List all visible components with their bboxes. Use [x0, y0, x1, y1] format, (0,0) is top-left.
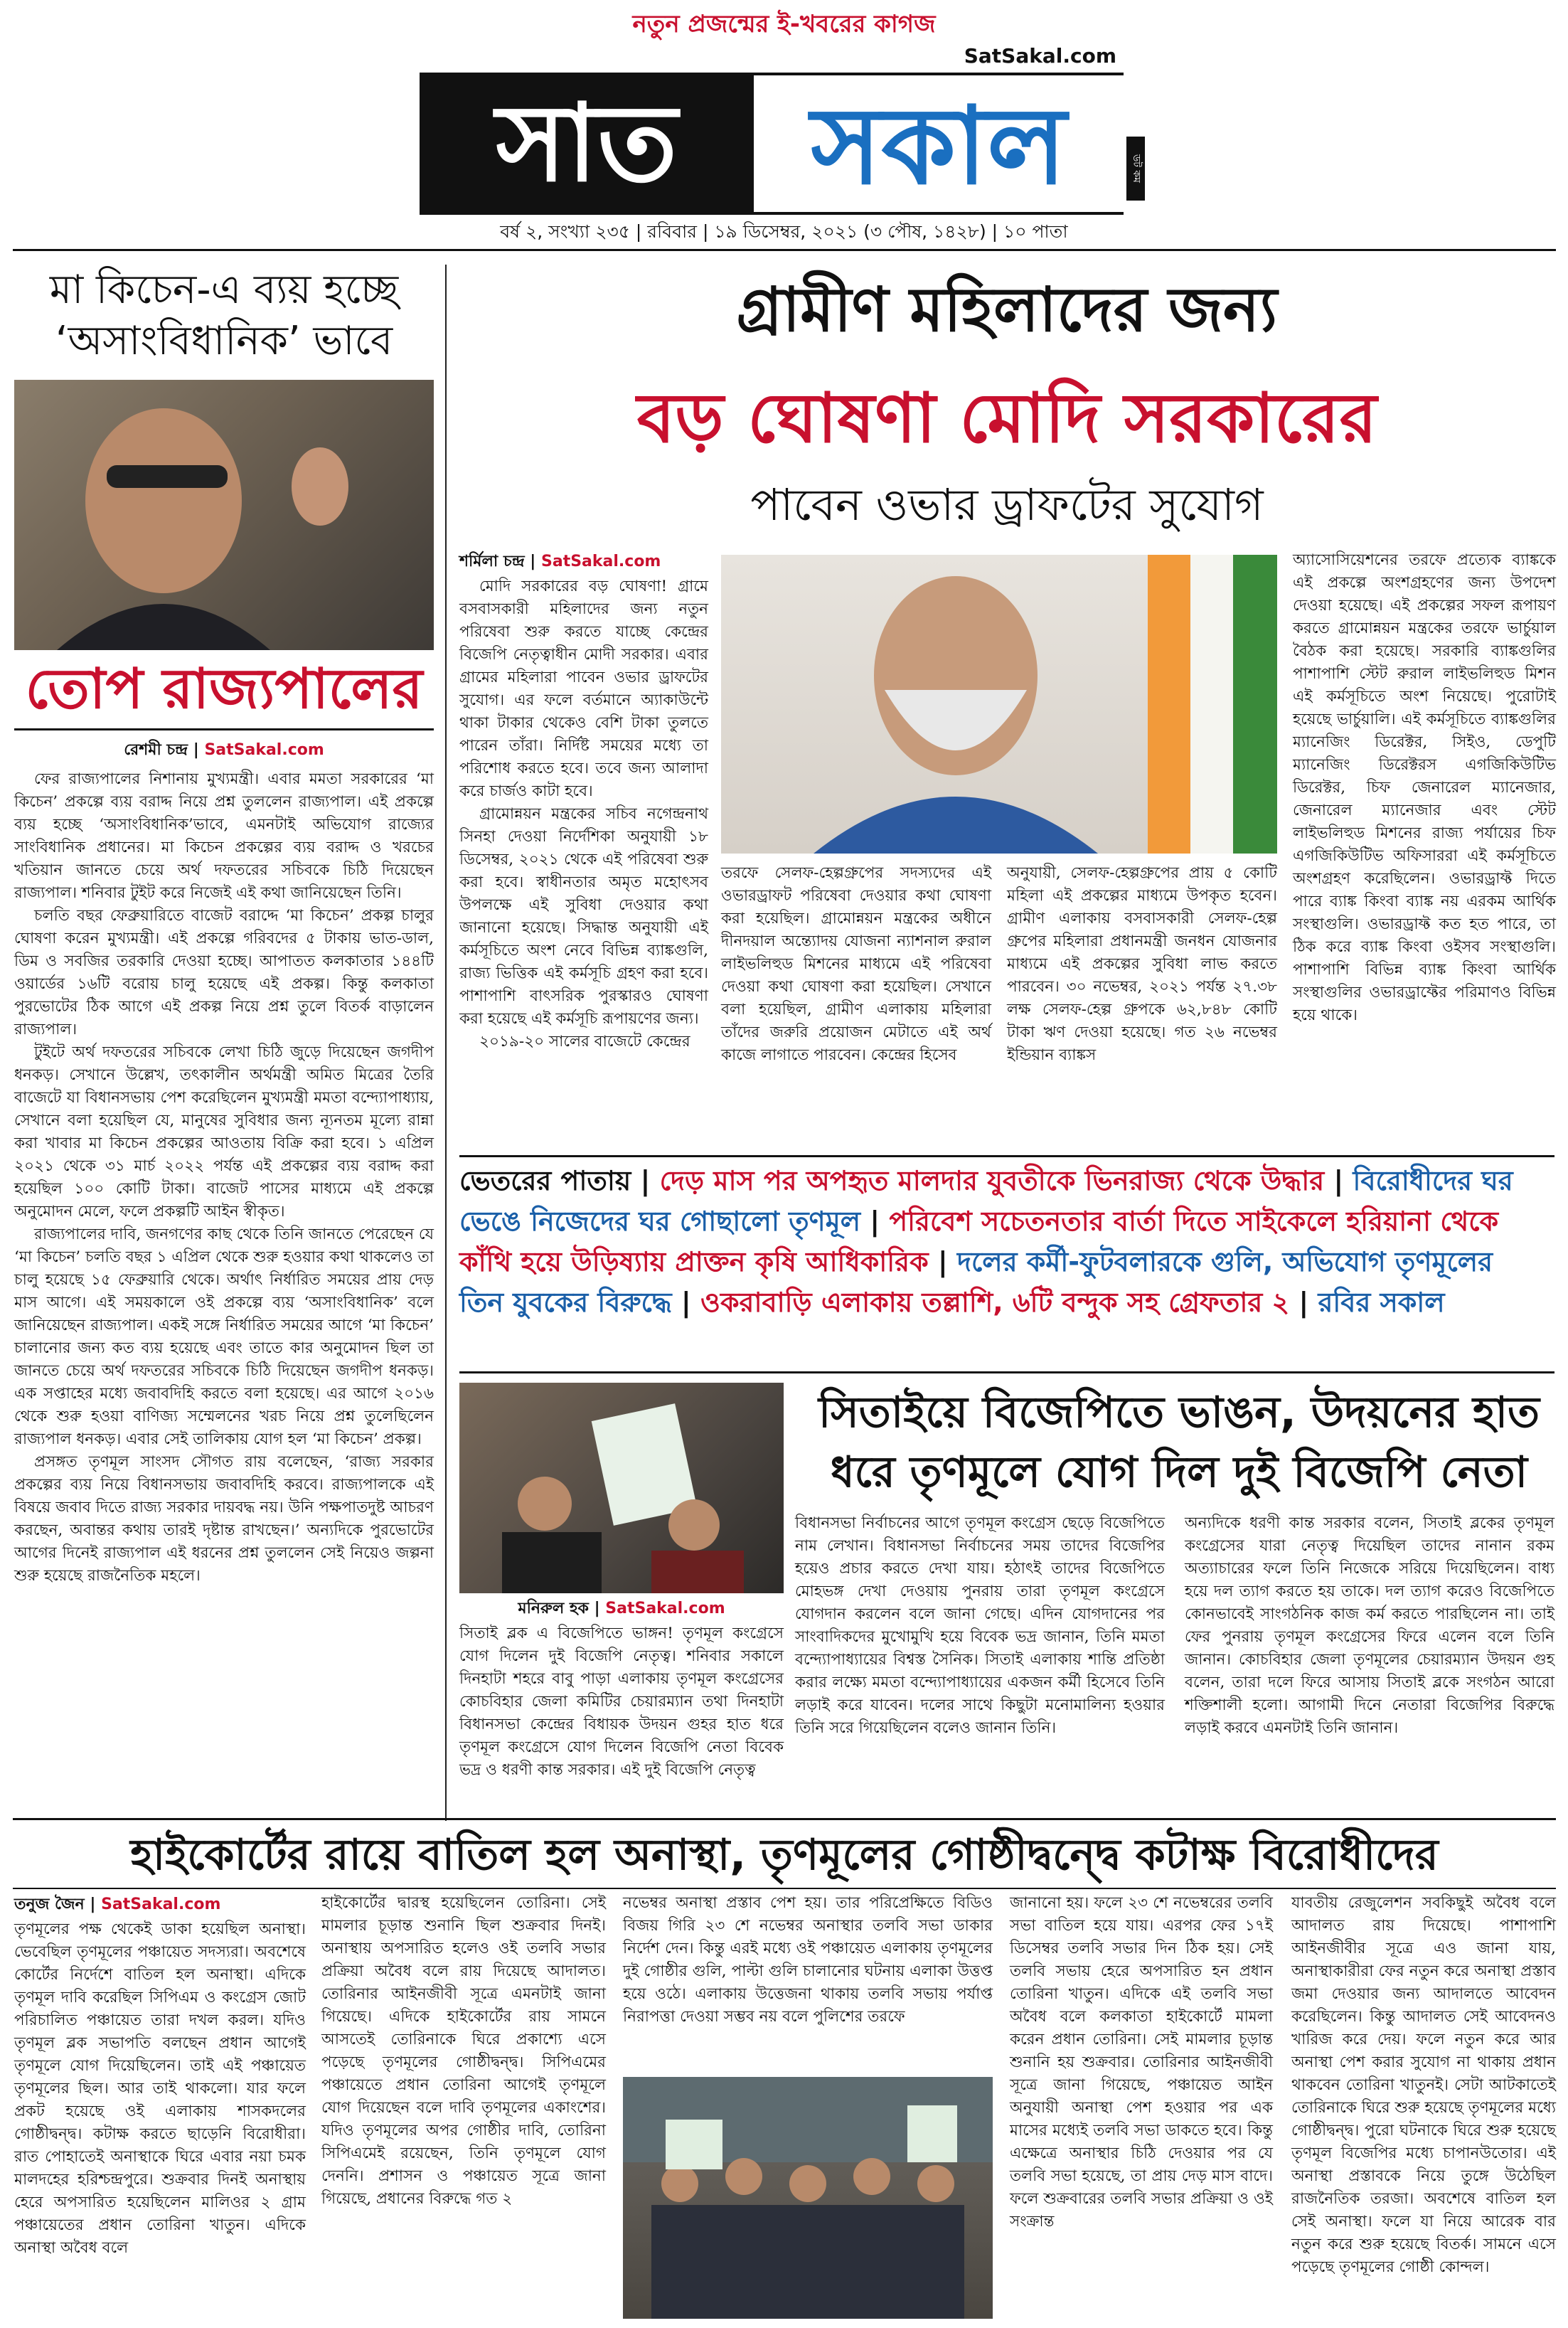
lead-headline-2: বড় ঘোষণা মোদি সরকারের	[636, 378, 1377, 458]
sitai-col2-body: বিধানসভা নির্বাচনের আগে তৃণমূল কংগ্রেস ছেড়ে বিজেপিতে নাম লেখান। বিধানসভা নির্বাচনের সময় তাদের বিজেপির হয়েও প্রচার করতে দেখা যায়। হঠাৎই তাদের বিজেপিতে মোহভঙ্গ দেখা দেওয়ায় পুনরায় তারা তৃণমূল কংগ্রেসে যোগদান করলেন বলে জানা গেছে। এদিন যোগদানের পর সাংবাদিকদের মুখোমুখি হয়ে বিবেক ভদ্র জানান, তিনি মমতা বন্দ্যোপাধ্যায়ের বিশ্বস্ত সৈনিক। সিতাই এলাকায় শান্তি প্রতিষ্ঠা করার লক্ষ্যে মমতা বন্দ্যোপাধ্যায়ের একজন কর্মী হিসেবে তিনি লড়াই করে যাবেন। দলের সাথে কিছুটা মনোমালিন্য হওয়ার তিনি সরে গিয়েছিলেন বলেও জানান তিনি।	[795, 1514, 1165, 1737]
sitai-col3-body: অন্যদিকে ধরণী কান্ত সরকার বলেন, সিতাই ব্লকের তৃণমূল কংগ্রেসের যারা নেতৃত্ব দিয়েছিল তাদের নানান রকম অত্যাচারের ফলে তিনি নিজেকে সরিয়ে দিয়েছিলেন। বাধ্য হয়ে দল ত্যাগ করতে হয় তাকে। দল ত্যাগ করেও বিজেপিতে কোনভাবেই সাংগঠনিক কাজ কর্ম করতে পারছিলেন না। তাই ফের পুনরায় তৃণমূল কংগ্রেসের ফিরে এলেন বলে তিনি জানান। কোচবিহার জেলা তৃণমূলের চেয়ারম্যান উদয়ন গুহ বলেন, তারা দলে ফিরে আসায় সিতাই ব্লকে সংগঠন আরো শক্তিশালী হলো। আগামী দিনে নেতারা বিজেপির বিরুদ্ধে লড়াই করবে এমনটাই তিনি জানান।	[1185, 1514, 1554, 1737]
sitai-byline: মনিরুল হক | SatSakal.com	[518, 1600, 725, 1617]
bottom-headline-rule	[13, 1888, 1556, 1889]
tmc-flag-icon	[459, 1383, 784, 1593]
lead-col1-body	[459, 575, 708, 1053]
inside-link[interactable]: রবির সকাল	[1318, 1287, 1445, 1318]
inside-link[interactable]: বিরোধীদের ঘর ভেঙে নিজেদের ঘর গোছালো তৃণমূল	[459, 1165, 1513, 1237]
lead-col3-body: অনুযায়ী, সেলফ-হেল্পগ্রুপের প্রায় ৫ কোটি মহিলা এই প্রকল্পের মাধ্যমে উপকৃত হবেন। গ্রামীণ এলাকায় বসবাসকারী সেলফ-হেল্প গ্রুপের মহিলারা প্রধানমন্ত্রী জনধন যোজনার মাধ্যমে এই প্রকল্পের সুবিধা লাভ করতে পারবেন। ৩০ নভেম্বর, ২০২১ পর্যন্ত ২৭.৩৮ লক্ষ সেলফ-হেল্প গ্রুপকে ৬২,৮৪৮ কোটি টাকা ঋণ দেওয়া হয়েছে। গত ২৬ নভেম্বর ইন্ডিয়ান ব্যাঙ্কস	[1007, 864, 1277, 1064]
left-paragraph: টুইটে অর্থ দফতরের সচিবকে লেখা চিঠি জুড়ে দিয়েছেন জগদীপ ধনকড়। সেখানে উল্লেখ, তৎকালীন অর্থমন্ত্রী অমিত মিত্রের তৈরি বাজেটে যা বিধানসভায় পেশ করেছিলেন মুখ্যমন্ত্রী মমতা বন্দ্যোপাধ্যায়, সেখানে বলা হয়েছিল যে, মানুষের সুবিধার জন্য ন্যূনতম মূল্যে রান্না করা খাবার মা কিচেন প্রকল্পের আওতায় বিক্রি করা হবে। ১ এপ্রিল ২০২১ থেকে ৩১ মার্চ ২০২২ পর্যন্ত এই প্রকল্পের ব্যয় বরাদ্দ করা হয়েছিল ১০০ কোটি টাকা। বাজেট পাসের মাধ্যমে এই প্রকল্পে অনুমোদন মেলে, ফলে প্রকল্পটি আইন স্বীকৃত।	[14, 1043, 434, 1221]
left-column-rule	[445, 265, 447, 1821]
left-paragraph: চলতি বছর ফেব্রুয়ারিতে বাজেট বরাদ্দে ‘মা কিচেন’ প্রকল্প চালুর ঘোষণা করেন মুখ্যমন্ত্রী। এই প্রকল্পে গরিবদের ৫ টাকায় ভাত-ডাল, ডিম ও সবজির তরকারি দেওয়া হচ্ছে। আপাতত কলকাতার ১৪৪টি ওয়ার্ডের ১৬টি বরোয় চালু হয়েছে এই প্রকল্প। কিন্তু কলকাতা পুরভোটের ঠিক আগে এই প্রকল্প নিয়ে প্রশ্ন তুলে বিতর্ক বাড়ালেন রাজ্যপাল।	[14, 907, 434, 1038]
lead-col-1	[459, 549, 708, 1053]
inside-bottom-rule	[459, 1371, 1554, 1373]
lead-byline-site[interactable]: SatSakal.com	[541, 553, 661, 570]
governor-portrait-icon	[14, 380, 434, 650]
photo-modi	[721, 555, 1277, 854]
left-story	[14, 265, 434, 1588]
bottom-col3-body: নভেম্বর অনাস্থা প্রস্তাব পেশ হয়। তার পরিপ্রেক্ষিতে বিডিও বিজয় গিরি ২৩ শে নভেম্বর অনাস্থার তলবি সভা ডাকার নির্দেশ দেন। কিন্তু এরই মধ্যে ওই পঞ্চায়েত এলাকায় তৃণমূলের দুই গোষ্ঠীর গুলি, পাল্টা গুলি চালানোর ঘটনায় এলাকা উত্তপ্ত হয়ে ওঠে। এলাকায় উত্তেজনা থাকায় তলবি সভায় পর্যাপ্ত নিরাপত্তা দেওয়া সম্ভব নয় বলে পুলিশের তরফে	[623, 1894, 993, 2026]
sitai-headline-1: সিতাইয়ে বিজেপিতে ভাঙন, উদয়নের হাত	[818, 1388, 1540, 1437]
lead-byline: শর্মিলা চন্দ্র | SatSakal.com	[459, 553, 661, 570]
photo-governor	[14, 380, 434, 650]
inside-separator: |	[860, 1206, 890, 1237]
masthead-name-part1: সাত	[420, 73, 754, 215]
left-paragraph: প্রসঙ্গত তৃণমূল সাংসদ সৌগত রায় বলেছেন, ‘রাজ্য সরকার প্রকল্পের ব্যয় নিয়ে বিধানসভায় জবাবদিহি করবে। রাজ্যপালকে এই বিষয়ে জবাব দিতে রাজ্য সরকার দায়বদ্ধ নয়। উনি পক্ষপাতদুষ্ট আচরণ করছেন, অবান্তর কথায় তারই দৃষ্টান্ত রাখছেন।’ অন্যদিকে পুরভোটের আগের দিনেই রাজ্যপাল এই ধরনের প্রশ্ন তুললেন সেই নিয়েও জল্পনা শুরু হয়েছে রাজনৈতিক মহলে।	[14, 1453, 434, 1585]
lead-col4-body: অ্যাসোসিয়েশনের তরফে প্রত্যেক ব্যাঙ্ককে এই প্রকল্পে অংশগ্রহণের জন্য উপদেশ দেওয়া হয়েছে। এই প্রকল্পের সফল রূপায়ণ করতে গ্রামোন্নয়ন মন্ত্রকের তরফে ভার্চুয়াল বৈঠক করা হয়েছে। সরকারি ব্যাঙ্কগুলির পাশাপাশি স্টেট রুরাল লাইভলিহুড মিশন এই কর্মসূচিতে অংশ নিয়েছে। পুরোটাই হয়েছে ভার্চুয়ালি। এই কর্মসূচিতে ব্যাঙ্কগুলির ম্যানেজিং ডিরেক্টর, সিইও, ডেপুটি ম্যানেজিং ডিরেক্টরস এগজিকিউটিভ ডিরেক্টর, চিফ জেনারেল ম্যানেজার, জেনারেল ম্যানেজার এবং স্টেট লাইভলিহুড মিশনের রাজ্য পর্যায়ের চিফ এগজিকিউটিভ অফিসাররা এই কর্মসূচিতে অংশগ্রহণ করেছিলেন। ওভারড্রাফ্ট দিতে পারে ব্যাঙ্ক কিংবা ব্যাঙ্ক নয় এরকম আর্থিক সংস্থাগুলি। ওভারড্রাফ্ট কত হত পারে, তা ঠিক করে ব্যাঙ্ক কিংবা ওইসব সংস্থাগুলি। পাশাপাশি বিভিন্ন ব্যাঙ্ক কিংবা আর্থিক সংস্থাগুলির ওভারড্রাফ্টের পরিমাণও বিভিন্ন হয়ে থাকে।	[1293, 551, 1556, 1024]
lead-paragraph: ২০১৯-২০ সালের বাজেটে কেন্দ্রের	[479, 1033, 690, 1051]
lead-paragraph: মোদি সরকারের বড় ঘোষণা! গ্রামে বসবাসকারী মহিলাদের জন্য নতুন পরিষেবা শুরু করতে যাচ্ছে কেন্দ্রের বিজেপি নেতৃত্বাধীন মোদী সরকার। এবার গ্রামের মহিলারা পাবেন ওভার ড্রাফটের সুযোগ। এর ফলে বর্তমানে অ্যাকাউন্টে থাকা টাকার থেকেও বেশি টাকা তুলতে পারেন তাঁরা। নির্দিষ্ট সময়ের মধ্যে তা পরিশোধ করতে হবে। তবে জন্য আলাদা করে চার্জও কাটা হবে।	[459, 578, 708, 800]
lead-subhead: পাবেন ওভার ড্রাফটের সুযোগ	[750, 479, 1264, 531]
group-people-icon	[623, 2077, 993, 2319]
inside-separator: |	[928, 1246, 958, 1277]
bottom-col1-body: তৃণমূলের পক্ষ থেকেই ডাকা হয়েছিল অনাস্থা। ভেবেছিল তৃণমূলের পঞ্চায়েত সদস্যরা। অবশেষে কোর্টের নির্দেশে বাতিল হল অনাস্থা। এদিকে তৃণমূল দাবি করেছিল সিপিএম ও কংগ্রেস জোট পরিচালিত পঞ্চায়েত তারা দখল করল। যদিও তৃণমূল ব্লক সভাপতি বলছেন প্রধান আগেই তৃণমূলে যোগ দিয়েছিলেন। তাই এই পঞ্চায়েত তৃণমূলের ছিল। আর তাই থাকলো। যার ফলে প্রকট হয়েছে ওই এলাকায় শাসকদলের গোষ্ঠীদ্বন্দ্ব। কটাক্ষ করতে ছাড়েনি বিরোধীরা। রাত পোহাতেই অনাস্থাকে ঘিরে এবার নয়া চমক মালদহের হরিশ্চন্দ্রপুরে। শুক্রবার দিনই অনাস্থায় হেরে অপসারিত হয়েছিলেন মালিওর ২ গ্রাম পঞ্চায়েতের প্রধান তোরিনা খাতুন। এদিকে অনাস্থা অবৈধ বলে	[14, 1920, 306, 2257]
bottom-col4-body: জানানো হয়। ফলে ২৩ শে নভেম্বরের তলবি সভা বাতিল হয়ে যায়। এরপর ফের ১৭ই ডিসেম্বর তলবি সভার দিন ঠিক হয়। সেই তলবি সভায় হেরে অপসারিত হন প্রধান তোরিনা খাতুন। এদিকে এই তলবি সভা অবৈধ বলে কলকাতা হাইকোর্টে মামলা করেন প্রধান তোরিনা। সেই মামলার চূড়ান্ত শুনানি হয় শুক্রবার। তোরিনার আইনজীবী সূত্রে জানা গিয়েছে, পঞ্চায়েত আইন অনুযায়ী অনাস্থা পেশ হওয়ার পর এক মাসের মধ্যেই তলবি সভা ডাকতে হবে। কিন্তু এক্ষেত্রে অনাস্থার চিঠি দেওয়ার পর যে তলবি সভা হয়েছে, তা প্রায় দেড় মাস বাদে। ফলে শুক্রবারের তলবি সভার প্রক্রিয়া ও ওই সংক্রান্ত	[1010, 1894, 1273, 2231]
sitai-col1-body: সিতাই ব্লক এ বিজেপিতে ভাঙ্গন! তৃণমূল কংগ্রেসে যোগ দিলেন দুই বিজেপি নেতৃত্ব। শনিবার সকালে দিনহাটা শহরে বাবু পাড়া এলাকায় তৃণমূল কংগ্রেসের কোচবিহার জেলা কমিটির চেয়ারম্যান তথা দিনহাটা বিধানসভা কেন্দ্রের বিধায়ক উদয়ন গুহর হাত ধরে তৃণমূল কংগ্রেসে যোগ দিলেন বিজেপি নেতা বিবেক ভদ্র ও ধরণী কান্ত সরকার। এই দুই বিজেপি নেতৃত্ব	[459, 1625, 784, 1779]
left-byline: রেশমী চন্দ্র | SatSakal.com	[124, 741, 324, 759]
lead-byline-name: শর্মিলা চন্দ্র	[459, 553, 525, 570]
inside-link[interactable]: ওকরাবাড়ি এলাকায় তল্লাশি, ৬টি বন্দুক সহ গ্রেফতার ২	[700, 1287, 1290, 1318]
sitai-headline-2: ধরে তৃণমূলে যোগ দিল দুই বিজেপি নেতা	[830, 1447, 1528, 1497]
left-paragraph: রাজ্যপালের দাবি, জনগণের কাছ থেকে তিনি জানতে পেরেছেন যে ‘মা কিচেন’ চলতি বছর ১ এপ্রিল থেকে শুরু হওয়ার কথা থাকলেও তা চালু হয়েছে ১৫ ফেব্রুয়ারি থেকে। অর্থাৎ নির্ধারিত সময়ের প্রায় দেড় মাস আগে। এই সময়কালে ওই প্রকল্পে ব্যয় ‘অসাংবিধানিক’ বলে জানিয়েছেন রাজ্যপাল। একই সঙ্গে নির্ধারিত সময়ের আগে ‘মা কিচেন’ চালানোর জন্য কত ব্যয় হয়েছে এবং তাতে কার অনুমোদন ছিল তা জানতে চেয়ে অর্থ দফতরের সচিবকে চিঠি দিয়েছেন জগদীপ ধনকড়। এক সপ্তাহের মধ্যে জবাবদিহি করতে বলা হয়েছে। এর আগে ২০১৬ থেকে শুরু হওয়া বাণিজ্য সম্মেলনের খরচ নিয়ে প্রশ্ন তুলেছিলেন রাজ্যপাল ধনকড়। এবার সেই তালিকায় যোগ হল ‘মা কিচেন’ প্রকল্প।	[14, 1226, 434, 1448]
modi-portrait-icon	[721, 555, 1277, 854]
issue-line: বর্ষ ২, সংখ্যা ২৩৫ | রবিবার | ১৯ ডিসেম্বর, ২০২১ (৩ পৌষ, ১৪২৮) | ১০ পাতা	[500, 221, 1068, 242]
inside-top-rule	[459, 1155, 1554, 1157]
inside-separator: |	[671, 1287, 700, 1318]
bottom-col2-body: হাইকোর্টের দ্বারস্থ হয়েছিলেন তোরিনা। সেই মামলার চূড়ান্ত শুনানি ছিল শুক্রবার দিনই। অনাস্থায় অপসারিত হলেও ওই তলবি সভার প্রক্রিয়া অবৈধ বলে রায় দিয়েছে আদালত। তোরিনার আইনজীবী সূত্রে এমনটাই জানা গিয়েছে। এদিকে হাইকোর্টের রায় সামনে আসতেই তোরিনাকে ঘিরে প্রকাশ্যে এসে পড়েছে তৃণমূলের গোষ্ঠীদ্বন্দ্ব। সিপিএমের পঞ্চায়েতে প্রধান তোরিনা আগেই তৃণমূলে যোগ দিয়েছেন বলে দাবি তৃণমূলের একাংশের। যদিও তৃণমূলের অপর গোষ্ঠীর দাবি, তোরিনা সিপিএমেই রয়েছেন, তিনি তৃণমূলে যোগ দেননি। প্রশাসন ও পঞ্চায়েত সূত্রে জানা গিয়েছে, প্রধানের বিরুদ্ধে গত ২	[321, 1894, 606, 2208]
masthead-tagline: নতুন প্রজন্মের ই-খবরের কাগজ	[632, 10, 936, 38]
inside-link[interactable]: পরিবেশ সচেতনতার বার্তা দিতে সাইকেলে হরিয়ানা থেকে কাঁথি হয়ে উড়িষ্যায় প্রাক্তন কৃষি আধিকারিক	[459, 1206, 1499, 1277]
lead-paragraph: গ্রামোন্নয়ন মন্ত্রকের সচিব নগেন্দ্রনাথ সিনহা দেওয়া নির্দেশিকা অনুযায়ী ১৮ ডিসেম্বর, ২০২১ থেকে এই পরিষেবা শুরু করা হবে। স্বাধীনতার অমৃত মহোৎসব উপলক্ষে এই সুবিধা দেওয়ার কথা জানানো হয়েছে। সিদ্ধান্ত অনুযায়ী এই কর্মসূচিতে অংশ নেবে বিভিন্ন ব্যাঙ্কগুলি, রাজ্য ভিত্তিক এই কর্মসূচি গ্রহণ করা হবে। পাশাপাশি বাৎসরিক পুরস্কারও ঘোষণা করা হয়েছে এই কর্মসূচি রূপায়ণের জন্য।	[459, 805, 708, 1028]
bottom-top-rule	[13, 1818, 1556, 1820]
bottom-byline: তনুজ জৈন | SatSakal.com	[14, 1896, 221, 1913]
bottom-col5-body: যাবতীয় রেজুলেশন সবকিছুই অবৈধ বলে আদালত রায় দিয়েছে। পাশাপাশি আইনজীবীর সূত্রে এও জানা যায়, অনাস্থাকারীরা ফের নতুন করে অনাস্থা প্রস্তাব জমা দেওয়ার জন্য আদালতে আবেদন করেছিলেন। কিন্তু আদালত সেই আবেদনও খারিজ করে দেয়। ফলে নতুন করে আর অনাস্থা পেশ করার সুযোগ না থাকায় প্রধান থাকবেন তোরিনা খাতুনই। সেটা আটকাতেই তোরিনাকে ঘিরে শুরু হয়েছে তৃণমূলের মধ্যে গোষ্ঠীদ্বন্দ্ব। পুরো ঘটনাকে ঘিরে শুরু হয়েছে তৃণমূল বিজেপির মধ্যে চাপানউতোর। এই অনাস্থা প্রস্তাবকে নিয়ে তুঙ্গে উঠেছিল রাজনৈতিক তরজা। অবশেষে বাতিল হল সেই অনাস্থা। ফলে যা নিয়ে আরেক বার নতুন করে শুরু হয়েছে বিতর্ক। সামনে এসে পড়েছে তৃণমূলের গোষ্ঠী কোন্দল।	[1291, 1894, 1556, 2276]
bottom-byline-name: তনুজ জৈন	[14, 1896, 85, 1913]
inside-separator: |	[1289, 1287, 1318, 1318]
left-byline-site[interactable]: SatSakal.com	[204, 741, 324, 759]
inside-link[interactable]: দলের কর্মী-ফুটবলারকে গুলি, অভিযোগ তৃণমূলের তিন যুবকের বিরুদ্ধে	[459, 1246, 1493, 1318]
bottom-col-1	[14, 1892, 306, 2260]
photo-group	[623, 2077, 993, 2319]
masthead-logo[interactable]	[420, 44, 1145, 215]
left-paragraph: ফের রাজ্যপালের নিশানায় মুখ্যমন্ত্রী। এবার মমতা সরকারের ‘মা কিচেন’ প্রকল্পে ব্যয় বরাদ্দ নিয়ে প্রশ্ন তুললেন রাজ্যপাল। এই প্রকল্পে ব্যয় হচ্ছে ‘অসাংবিধানিক’ভাবে, এমনটাই অভিযোগ রাজ্যের সাংবিধানিক প্রধানের। মা কিচেন প্রকল্পের ব্যয় বরাদ্দ ও খরচের খতিয়ান জানতে চেয়ে অর্থ দফতরের সচিবকে চিঠি দিয়েছেন রাজ্যপাল। শনিবার টুইট করে নিজেই এই কথা জানিয়েছেন তিনি।	[14, 770, 434, 902]
lead-col2-body: তরফে সেলফ-হেল্পগ্রুপের সদস্যদের এই ওভারড্রাফট পরিষেবা দেওয়ার কথা ঘোষণা করা হয়েছিল। গ্রামোন্নয়ন মন্ত্রকের অধীনে দীনদয়াল অন্ত্যোদয় যোজনা ন্যাশনাল রুরাল লাইভলিহুড মিশনের মাধ্যমে এই পরিষেবা দেওয়া কথা ঘোষণা করা হয়েছিল। সেখানে বলা হয়েছিল, গ্রামীণ এলাকায় মহিলারা তাঁদের জরুরি প্রয়োজন মেটাতে এই অর্থ কাজে লাগাতে পারবেন। কেন্দ্রের হিসেব	[721, 864, 991, 1064]
left-kicker-1: মা কিচেন-এ ব্যয় হচ্ছে	[49, 267, 399, 313]
inside-link[interactable]: দেড় মাস পর অপহৃত মালদার যুবতীকে ভিনরাজ্য থেকে উদ্ধার	[659, 1165, 1325, 1196]
inside-pages	[459, 1161, 1533, 1367]
bottom-headline: হাইকোর্টের রায়ে বাতিল হল অনাস্থা, তৃণমূলের গোষ্ঠীদ্বন্দ্বে কটাক্ষ বিরোধীদের	[130, 1830, 1439, 1880]
sitai-byline-site[interactable]: SatSakal.com	[605, 1600, 725, 1617]
left-body	[14, 768, 434, 1588]
masthead-side-label: ডট কম	[1126, 137, 1145, 201]
sitai-col-1	[459, 1596, 784, 1782]
inside-separator: |	[1324, 1165, 1353, 1196]
lead-headline-1: গ্রামীণ মহিলাদের জন্য	[736, 275, 1278, 346]
inside-label: ভেতরের পাতায়	[459, 1165, 631, 1196]
left-kicker-2: ‘অসাংবিধানিক’ ভাবে	[55, 318, 393, 364]
masthead-name-part2: সকাল	[754, 73, 1124, 215]
photo-tmc-joining	[459, 1383, 784, 1593]
masthead-rule	[13, 249, 1556, 251]
inside-separator: |	[640, 1165, 660, 1196]
masthead-site[interactable]: SatSakal.com	[964, 44, 1116, 68]
bottom-byline-site[interactable]: SatSakal.com	[101, 1896, 221, 1913]
sitai-byline-name: মনিরুল হক	[518, 1600, 589, 1617]
left-headline: তোপ রাজ্যপালের	[14, 650, 434, 730]
left-byline-name: রেশমী চন্দ্র	[124, 741, 188, 759]
